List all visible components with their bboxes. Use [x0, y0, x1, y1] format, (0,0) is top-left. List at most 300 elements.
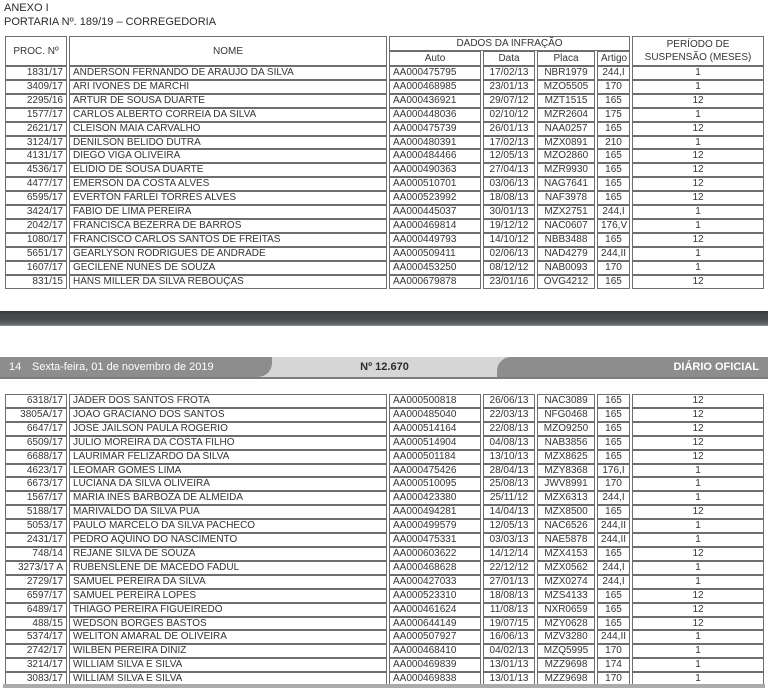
cell-placa: NAC6526 [537, 519, 595, 533]
cell-artigo: 174 [597, 658, 630, 672]
cell-artigo: 165 [597, 394, 630, 408]
cell-proc: 1567/17 [5, 491, 67, 505]
header-data: Data [483, 51, 535, 66]
cell-nome: EVERTON FARLEI TORRES ALVES [69, 191, 387, 205]
cell-artigo: 165 [597, 422, 630, 436]
cell-nome: FABIO DE LIMA PEREIRA [69, 205, 387, 219]
document-title-block [4, 2, 216, 29]
cell-artigo: 165 [597, 177, 630, 191]
table-row [5, 136, 764, 150]
table-row [5, 603, 764, 617]
cell-placa: NAB3856 [537, 436, 595, 450]
cell-artigo: 244,I [597, 575, 630, 589]
cell-proc: 6489/17 [5, 603, 67, 617]
cell-placa: MZO5505 [537, 80, 595, 94]
cell-auto: AA000603622 [389, 547, 481, 561]
table-row [5, 122, 764, 136]
cell-data: 22/12/12 [483, 561, 535, 575]
table-row [5, 408, 764, 422]
cell-proc: 3214/17 [5, 658, 67, 672]
cell-auto: AA000494281 [389, 505, 481, 519]
cell-data: 02/06/13 [483, 247, 535, 261]
cell-auto: AA000469814 [389, 219, 481, 233]
cell-auto: AA000427033 [389, 575, 481, 589]
cell-auto: AA000469839 [389, 658, 481, 672]
cell-artigo: 244,II [597, 533, 630, 547]
cell-nome: JULIO MOREIRA DA COSTA FILHO [69, 436, 387, 450]
cell-meses: 1 [632, 672, 764, 686]
cell-auto: AA000469838 [389, 672, 481, 686]
bottom-separator-bar [3, 684, 765, 688]
cell-artigo: 165 [597, 163, 630, 177]
cell-proc: 2742/17 [5, 644, 67, 658]
table-row [5, 94, 764, 108]
cell-artigo: 165 [597, 275, 630, 289]
infraction-table-part1 [3, 36, 766, 289]
cell-meses: 12 [632, 177, 764, 191]
cell-proc: 4536/17 [5, 163, 67, 177]
cell-data: 12/05/13 [483, 149, 535, 163]
cell-nome: DIEGO VIGA OLIVEIRA [69, 149, 387, 163]
table-row [5, 233, 764, 247]
cell-placa: MZY0628 [537, 617, 595, 631]
cell-data: 29/07/12 [483, 94, 535, 108]
cell-meses: 12 [632, 408, 764, 422]
cell-auto: AA000523992 [389, 191, 481, 205]
cell-placa: JWV8991 [537, 477, 595, 491]
header-periodo-line2: SUSPENSÃO (MESES) [644, 52, 752, 63]
table-row [5, 575, 764, 589]
cell-artigo: 176,V [597, 219, 630, 233]
cell-auto: AA000510701 [389, 177, 481, 191]
cell-auto: AA000644149 [389, 617, 481, 631]
cell-artigo: 244,I [597, 561, 630, 575]
cell-meses: 1 [632, 464, 764, 478]
cell-artigo: 170 [597, 672, 630, 686]
cell-meses: 12 [632, 122, 764, 136]
cell-artigo: 244,I [597, 205, 630, 219]
cell-placa: NAG7641 [537, 177, 595, 191]
cell-proc: 3083/17 [5, 672, 67, 686]
table-row [5, 163, 764, 177]
cell-meses: 1 [632, 261, 764, 275]
table-row [5, 436, 764, 450]
cell-nome: ARI IVONES DE MARCHI [69, 80, 387, 94]
cell-proc: 1607/17 [5, 261, 67, 275]
cell-nome: CLEISON MAIA CARVALHO [69, 122, 387, 136]
publication-name: DIÁRIO OFICIAL [673, 361, 759, 373]
cell-proc: 3124/17 [5, 136, 67, 150]
table-row [5, 630, 764, 644]
cell-auto: AA000453250 [389, 261, 481, 275]
cell-data: 26/06/13 [483, 394, 535, 408]
cell-data: 04/02/13 [483, 644, 535, 658]
cell-data: 27/01/13 [483, 575, 535, 589]
cell-placa: MZR2604 [537, 108, 595, 122]
table-body-part2 [5, 394, 764, 686]
cell-data: 18/08/13 [483, 191, 535, 205]
cell-nome: DENILSON BELIDO DUTRA [69, 136, 387, 150]
table-header [5, 36, 764, 66]
cell-auto: AA000500818 [389, 394, 481, 408]
table-row [5, 658, 764, 672]
cell-nome: LEOMAR GOMES LIMA [69, 464, 387, 478]
cell-placa: NAA0257 [537, 122, 595, 136]
cell-placa: MZX4153 [537, 547, 595, 561]
cell-proc: 2431/17 [5, 533, 67, 547]
cell-artigo: 165 [597, 408, 630, 422]
cell-data: 18/08/13 [483, 589, 535, 603]
cell-placa: MZO9250 [537, 422, 595, 436]
cell-meses: 1 [632, 519, 764, 533]
cell-meses: 12 [632, 394, 764, 408]
table-row [5, 464, 764, 478]
cell-data: 02/10/12 [483, 108, 535, 122]
cell-placa: MZZ9698 [537, 672, 595, 686]
cell-auto: AA000445037 [389, 205, 481, 219]
header-dados-infracao: DADOS DA INFRAÇÃO [389, 36, 630, 51]
cell-proc: 488/15 [5, 617, 67, 631]
cell-meses: 1 [632, 66, 764, 80]
cell-placa: MZX0562 [537, 561, 595, 575]
date-tab [0, 357, 272, 377]
cell-data: 23/01/16 [483, 275, 535, 289]
cell-nome: ARTUR DE SOUSA DUARTE [69, 94, 387, 108]
cell-proc: 5651/17 [5, 247, 67, 261]
cell-auto: AA000475795 [389, 66, 481, 80]
table-row [5, 219, 764, 233]
cell-artigo: 165 [597, 233, 630, 247]
cell-nome: ANDERSON FERNANDO DE ARAUJO DA SILVA [69, 66, 387, 80]
cell-nome: CARLOS ALBERTO CORREIA DA SILVA [69, 108, 387, 122]
cell-artigo: 165 [597, 617, 630, 631]
cell-meses: 12 [632, 233, 764, 247]
cell-proc: 6318/17 [5, 394, 67, 408]
cell-nome: FRANCISCA BEZERRA DE BARROS [69, 219, 387, 233]
cell-artigo: 170 [597, 80, 630, 94]
cell-meses: 12 [632, 163, 764, 177]
cell-proc: 6688/17 [5, 450, 67, 464]
cell-data: 17/02/13 [483, 66, 535, 80]
cell-placa: MZX8500 [537, 505, 595, 519]
cell-auto: AA000423380 [389, 491, 481, 505]
cell-nome: ELIDIO DE SOUSA DUARTE [69, 163, 387, 177]
cell-placa: MZZ9698 [537, 658, 595, 672]
cell-proc: 1831/17 [5, 66, 67, 80]
cell-artigo: 244,I [597, 66, 630, 80]
cell-meses: 1 [632, 136, 764, 150]
cell-placa: MZS4133 [537, 589, 595, 603]
cell-data: 27/04/13 [483, 163, 535, 177]
cell-artigo: 170 [597, 477, 630, 491]
cell-nome: EMERSON DA COSTA ALVES [69, 177, 387, 191]
cell-meses: 12 [632, 589, 764, 603]
cell-nome: REJANE SILVA DE SOUZA [69, 547, 387, 561]
cell-proc: 2042/17 [5, 219, 67, 233]
cell-proc: 5374/17 [5, 630, 67, 644]
cell-placa: NBR1979 [537, 66, 595, 80]
cell-auto: AA000509411 [389, 247, 481, 261]
cell-data: 04/08/13 [483, 436, 535, 450]
cell-auto: AA000468985 [389, 80, 481, 94]
cell-meses: 1 [632, 491, 764, 505]
cell-artigo: 165 [597, 603, 630, 617]
cell-placa: OVG4212 [537, 275, 595, 289]
cell-proc: 3409/17 [5, 80, 67, 94]
cell-meses: 1 [632, 561, 764, 575]
table-row [5, 547, 764, 561]
cell-placa: MZX6313 [537, 491, 595, 505]
cell-data: 30/01/13 [483, 205, 535, 219]
table-row [5, 561, 764, 575]
cell-placa: NXR0659 [537, 603, 595, 617]
table-row [5, 394, 764, 408]
cell-auto: AA000514164 [389, 422, 481, 436]
cell-meses: 12 [632, 505, 764, 519]
cell-proc: 5053/17 [5, 519, 67, 533]
cell-placa: MZX2751 [537, 205, 595, 219]
cell-meses: 1 [632, 658, 764, 672]
cell-data: 16/06/13 [483, 630, 535, 644]
cell-artigo: 210 [597, 136, 630, 150]
cell-meses: 12 [632, 191, 764, 205]
cell-data: 25/11/12 [483, 491, 535, 505]
table-row [5, 533, 764, 547]
cell-auto: AA000468628 [389, 561, 481, 575]
header-placa: Placa [537, 51, 595, 66]
cell-data: 26/01/13 [483, 122, 535, 136]
cell-artigo: 165 [597, 505, 630, 519]
cell-nome: JADER DOS SANTOS FROTA [69, 394, 387, 408]
table-row [5, 589, 764, 603]
cell-meses: 1 [632, 630, 764, 644]
header-nome: NOME [69, 36, 387, 66]
cell-artigo: 244,I [597, 491, 630, 505]
cell-auto: AA000679878 [389, 275, 481, 289]
cell-proc: 5188/17 [5, 505, 67, 519]
cell-artigo: 165 [597, 547, 630, 561]
table-row [5, 247, 764, 261]
cell-auto: AA000449793 [389, 233, 481, 247]
cell-auto: AA000485040 [389, 408, 481, 422]
cell-nome: WILLIAM SILVA E SILVA [69, 672, 387, 686]
cell-artigo: 165 [597, 149, 630, 163]
table-row [5, 149, 764, 163]
table-row [5, 191, 764, 205]
table-row [5, 275, 764, 289]
section-divider-bar [0, 311, 768, 326]
cell-auto: AA000490363 [389, 163, 481, 177]
cell-artigo: 165 [597, 450, 630, 464]
cell-nome: MARIA INÊS BARBOZA DE ALMEIDA [69, 491, 387, 505]
cell-data: 03/06/13 [483, 177, 535, 191]
annex-title: ANEXO I [4, 2, 49, 14]
cell-meses: 1 [632, 205, 764, 219]
cell-auto: AA000499579 [389, 519, 481, 533]
publication-tab [497, 357, 768, 377]
cell-meses: 12 [632, 94, 764, 108]
cell-meses: 1 [632, 575, 764, 589]
cell-nome: SAMUEL PEREIRA LOPES [69, 589, 387, 603]
edition-number: Nº 12.670 [360, 361, 409, 373]
cell-placa: MZX0891 [537, 136, 595, 150]
header-periodo-line1: PERÍODO DE [666, 39, 730, 50]
cell-artigo: 244,II [597, 247, 630, 261]
cell-placa: MZT1515 [537, 94, 595, 108]
cell-nome: HANS MILLER DA SILVA REBOUÇAS [69, 275, 387, 289]
cell-proc: 1577/17 [5, 108, 67, 122]
header-auto: Auto [389, 51, 481, 66]
cell-meses: 12 [632, 547, 764, 561]
cell-meses: 1 [632, 644, 764, 658]
table-body-part1 [5, 66, 764, 289]
cell-data: 17/02/13 [483, 136, 535, 150]
cell-data: 14/04/13 [483, 505, 535, 519]
cell-proc: 6509/17 [5, 436, 67, 450]
cell-nome: FRANCISCO CARLOS SANTOS DE FREITAS [69, 233, 387, 247]
cell-meses: 12 [632, 617, 764, 631]
table-row [5, 66, 764, 80]
cell-nome: GEARLYSON RODRIGUES DE ANDRADE [69, 247, 387, 261]
cell-artigo: 175 [597, 108, 630, 122]
cell-auto: AA000507927 [389, 630, 481, 644]
cell-placa: NFG0468 [537, 408, 595, 422]
cell-data: 19/07/15 [483, 617, 535, 631]
table-row [5, 205, 764, 219]
table-row [5, 477, 764, 491]
cell-artigo: 170 [597, 261, 630, 275]
cell-data: 08/12/12 [483, 261, 535, 275]
table-row [5, 491, 764, 505]
cell-nome: WEDSON BORGES BASTOS [69, 617, 387, 631]
cell-meses: 12 [632, 422, 764, 436]
cell-auto: AA000514904 [389, 436, 481, 450]
cell-nome: LAURIMAR FELIZARDO DA SILVA [69, 450, 387, 464]
cell-proc: 2729/17 [5, 575, 67, 589]
cell-proc: 831/15 [5, 275, 67, 289]
cell-data: 13/01/13 [483, 658, 535, 672]
cell-proc: 2621/17 [5, 122, 67, 136]
cell-placa: MZV3280 [537, 630, 595, 644]
cell-proc: 748/14 [5, 547, 67, 561]
table-row [5, 617, 764, 631]
cell-nome: THIAGO PEREIRA FIGUEIREDO [69, 603, 387, 617]
cell-meses: 12 [632, 603, 764, 617]
cell-proc: 6595/17 [5, 191, 67, 205]
cell-nome: PAULO MARCELO DA SILVA PACHECO [69, 519, 387, 533]
cell-data: 25/08/13 [483, 477, 535, 491]
cell-placa: MZX8625 [537, 450, 595, 464]
cell-nome: SAMUEL PEREIRA DA SILVA [69, 575, 387, 589]
cell-nome: JOSÉ JAILSON PAULA ROGERIO [69, 422, 387, 436]
cell-nome: PEDRO AQUINO DO NASCIMENTO [69, 533, 387, 547]
cell-placa: NBB3488 [537, 233, 595, 247]
cell-artigo: 165 [597, 589, 630, 603]
cell-proc: 4131/17 [5, 149, 67, 163]
table-row [5, 80, 764, 94]
cell-meses: 1 [632, 533, 764, 547]
cell-auto: AA000484466 [389, 149, 481, 163]
cell-proc: 3273/17 A [5, 561, 67, 575]
cell-data: 12/05/13 [483, 519, 535, 533]
cell-data: 13/10/13 [483, 450, 535, 464]
table-row [5, 644, 764, 658]
cell-placa: MZQ5995 [537, 644, 595, 658]
table-row [5, 422, 764, 436]
cell-placa: MZY8368 [537, 464, 595, 478]
cell-nome: WILBEN PEREIRA DINIZ [69, 644, 387, 658]
cell-auto: AA000475426 [389, 464, 481, 478]
cell-auto: AA000510095 [389, 477, 481, 491]
cell-data: 11/08/13 [483, 603, 535, 617]
cell-meses: 1 [632, 80, 764, 94]
cell-auto: AA000480391 [389, 136, 481, 150]
cell-nome: JOÃO GRACIANO DOS SANTOS [69, 408, 387, 422]
page-number: 14 [9, 361, 22, 373]
cell-data: 14/10/12 [483, 233, 535, 247]
cell-nome: LUCIANA DA SILVA OLIVEIRA [69, 477, 387, 491]
infraction-table-part2 [3, 394, 766, 686]
header-artigo: Artigo [597, 51, 630, 66]
cell-nome: RUBENSLENE DE MACEDO FADUL [69, 561, 387, 575]
cell-data: 19/12/12 [483, 219, 535, 233]
cell-artigo: 170 [597, 644, 630, 658]
cell-artigo: 165 [597, 122, 630, 136]
page-date: Sexta-feira, 01 de novembro de 2019 [32, 361, 214, 373]
cell-artigo: 176,I [597, 464, 630, 478]
cell-proc: 1080/17 [5, 233, 67, 247]
cell-placa: MZR9930 [537, 163, 595, 177]
header-proc: PROC. Nº [5, 36, 67, 66]
cell-auto: AA000436921 [389, 94, 481, 108]
cell-proc: 3424/17 [5, 205, 67, 219]
cell-auto: AA000461624 [389, 603, 481, 617]
cell-proc: 6673/17 [5, 477, 67, 491]
cell-placa: NAC3089 [537, 394, 595, 408]
cell-artigo: 244,II [597, 519, 630, 533]
cell-auto: AA000523310 [389, 589, 481, 603]
cell-artigo: 244,II [597, 630, 630, 644]
cell-proc: 2295/16 [5, 94, 67, 108]
cell-meses: 1 [632, 247, 764, 261]
cell-placa: NAD4279 [537, 247, 595, 261]
cell-nome: GECILENE NUNES DE SOUZA [69, 261, 387, 275]
cell-proc: 4477/17 [5, 177, 67, 191]
cell-meses: 12 [632, 436, 764, 450]
header-periodo [632, 36, 764, 66]
cell-meses: 12 [632, 275, 764, 289]
cell-data: 14/12/14 [483, 547, 535, 561]
page-header-bar [0, 357, 768, 379]
cell-nome: MARIVALDO DA SILVA PUA [69, 505, 387, 519]
cell-nome: WELITON AMARAL DE OLIVEIRA [69, 630, 387, 644]
cell-data: 22/03/13 [483, 408, 535, 422]
cell-artigo: 165 [597, 94, 630, 108]
cell-proc: 6647/17 [5, 422, 67, 436]
cell-placa: MZO2860 [537, 149, 595, 163]
cell-data: 28/04/13 [483, 464, 535, 478]
table-row [5, 450, 764, 464]
cell-meses: 1 [632, 477, 764, 491]
cell-artigo: 165 [597, 191, 630, 205]
cell-artigo: 165 [597, 436, 630, 450]
cell-proc: 4623/17 [5, 464, 67, 478]
cell-placa: NAE5878 [537, 533, 595, 547]
cell-meses: 12 [632, 450, 764, 464]
cell-auto: AA000468410 [389, 644, 481, 658]
cell-data: 03/03/13 [483, 533, 535, 547]
table-row [5, 505, 764, 519]
